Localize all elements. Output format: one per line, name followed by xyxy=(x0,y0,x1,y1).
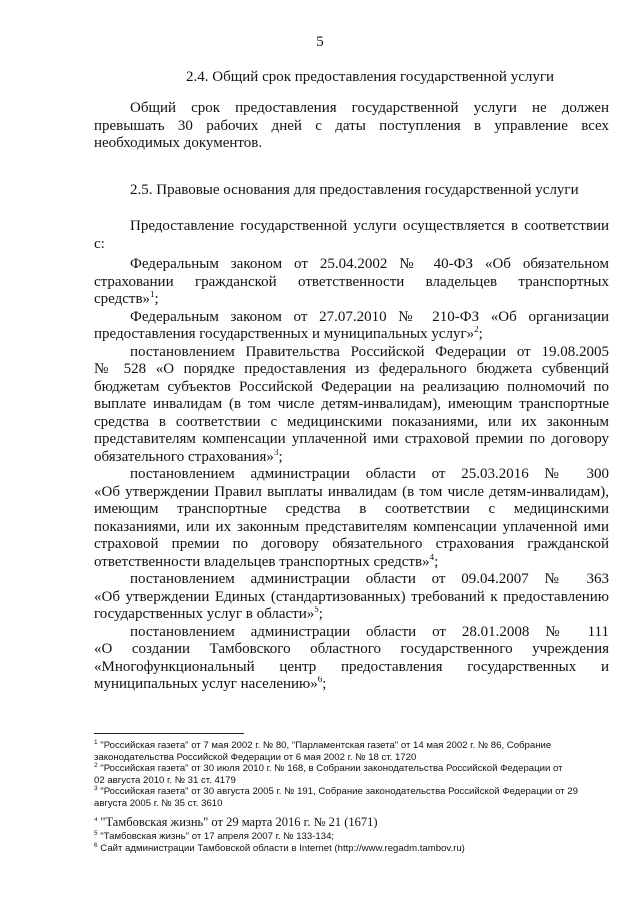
footnote-line: 02 августа 2010 г. № 31 ст. 4179 xyxy=(94,774,236,786)
text-line: имеющим транспортные средства в соответствии с медицинскими xyxy=(94,501,609,517)
legal-basis-list xyxy=(94,256,609,694)
text-line: постановлением администрации области от 09.04.2007 № 363 xyxy=(130,571,609,587)
footnote-line: законодательства Российской Федерации от 6 мая 2002 г. № 18 ст. 1720 xyxy=(94,751,417,763)
text-line: бюджетам субъектов Российской Федерации на реализацию полномочий по xyxy=(94,378,609,395)
text-line: представителям компенсации уплаченной ими страховой премии по договору xyxy=(94,431,609,447)
footnotes-block xyxy=(94,740,614,809)
footnote-line: $^1$ "Российская газета" от 7 мая 2002 г. № 80, "Парламентская газета" от 14 мая 2002 г. № 86, Собрание xyxy=(94,738,552,751)
footnote-ref: 6 xyxy=(317,676,323,684)
section-2-4-heading: 2.4. Общий срок предоставления государственной услуги xyxy=(186,69,555,85)
text-line: ответственности владельцев транспортных средств»$^4$; xyxy=(94,553,439,570)
text-line: № 528 «О порядке предоставления из федерального бюджета субвенций xyxy=(94,361,609,377)
text-line: постановлением администрации области от 28.01.2008 № 111 xyxy=(130,623,609,640)
text-line: превышать 30 рабочих дней с даты поступления в управление всех xyxy=(94,117,609,134)
text-line: средства в соответствии с медицинскими показаниями, или их законным xyxy=(94,413,609,430)
text-line: «Многофункциональный центр предоставления государственных и xyxy=(94,658,609,675)
footnote-divider xyxy=(94,733,244,734)
section-2-5-intro xyxy=(94,218,609,253)
footnote-ref: 5 xyxy=(314,606,319,614)
section-2-5-heading: 2.5. Правовые основания для предоставления государственной услуги xyxy=(130,182,579,198)
text-line: страховой премии по договору обязательного страхования гражданской xyxy=(94,536,609,552)
text-line: «Об утверждении Правил выплаты инвалидам (в том числе детям-инвалидам), xyxy=(94,483,609,500)
footnote-number: 5 xyxy=(94,829,98,837)
text-line: средств»$^1$; xyxy=(94,291,159,307)
text-line: показаниями, или их законным представителям компенсации уплаченной ими xyxy=(94,518,609,535)
footnote-line: $^5$ "Тамбовская жизнь" от 17 апреля 2007 г. № 133-134; xyxy=(94,829,335,842)
footnote-line: $^3$ "Российская газета" от 30 августа 2005 г. № 191, Собрание законодательства Российской Федерации от 29 xyxy=(94,784,578,797)
text-line: выплате инвалидам (в том числе детям-инвалидам), имеющим транспортные xyxy=(94,396,609,412)
footnote-ref: 2 xyxy=(474,326,479,334)
footnotes-block-2 xyxy=(94,816,614,829)
footnote-line: августа 2005 г. № 35 ст. 3610 xyxy=(94,797,223,809)
text-line: необходимых документов. xyxy=(94,135,263,151)
footnote-ref: 3 xyxy=(273,448,279,457)
footnote-line: $^4$ "Тамбовская жизнь" от 29 марта 2016 г. № 21 (1671) xyxy=(94,815,378,829)
footnote-number: 4 xyxy=(94,815,98,823)
footnote-line: $^6$ Сайт администрации Тамбовской области в Internet (http://www.regadm.tambov.ru) xyxy=(94,841,465,854)
footnote-number: 3 xyxy=(94,784,98,792)
footnote-number: 6 xyxy=(94,841,98,849)
footnote-number: 2 xyxy=(94,761,98,769)
text-line: Предоставление государственной услуги осуществляется в соответствии xyxy=(130,218,609,234)
footnote-number: 1 xyxy=(94,738,98,746)
text-line: постановлением администрации области от 25.03.2016 № 300 xyxy=(130,466,609,482)
footnote-ref: 4 xyxy=(429,553,435,562)
text-line: страховании гражданской ответственности владельцев транспортных xyxy=(94,273,609,290)
text-line: государственных услуг в области»$^5$; xyxy=(94,606,323,622)
text-line: предоставления государственных и муниципальных услуг»$^2$; xyxy=(94,326,483,342)
footnotes-block-3 xyxy=(94,831,614,854)
text-line: с: xyxy=(94,235,105,252)
text-line: Федеральным законом от 27.07.2010 № 210-ФЗ «Об организации xyxy=(130,308,609,325)
text-line: Общий срок предоставления государственной услуги не должен xyxy=(130,100,609,116)
footnote-ref: 1 xyxy=(150,291,155,299)
text-line: Федеральным законом от 25.04.2002 № 40-ФЗ «Об обязательном xyxy=(130,256,609,272)
text-line: обязательного страхования»$^3$; xyxy=(94,448,283,465)
page-number: 5 xyxy=(316,34,324,50)
footnote-line: $^2$ "Российская газета" от 30 июля 2010 г. № 168, в Собрании законодательства Российской Федерации от xyxy=(94,761,563,774)
text-line: «Об утверждении Единых (стандартизованных) требований к предоставлению xyxy=(94,588,609,605)
section-2-4-paragraph xyxy=(94,100,609,153)
text-line: постановлением Правительства Российской Федерации от 19.08.2005 xyxy=(130,343,609,360)
text-line: муниципальных услуг населению»$^6$; xyxy=(94,676,327,692)
text-line: «О создании Тамбовского областного государственного учреждения xyxy=(94,641,609,657)
